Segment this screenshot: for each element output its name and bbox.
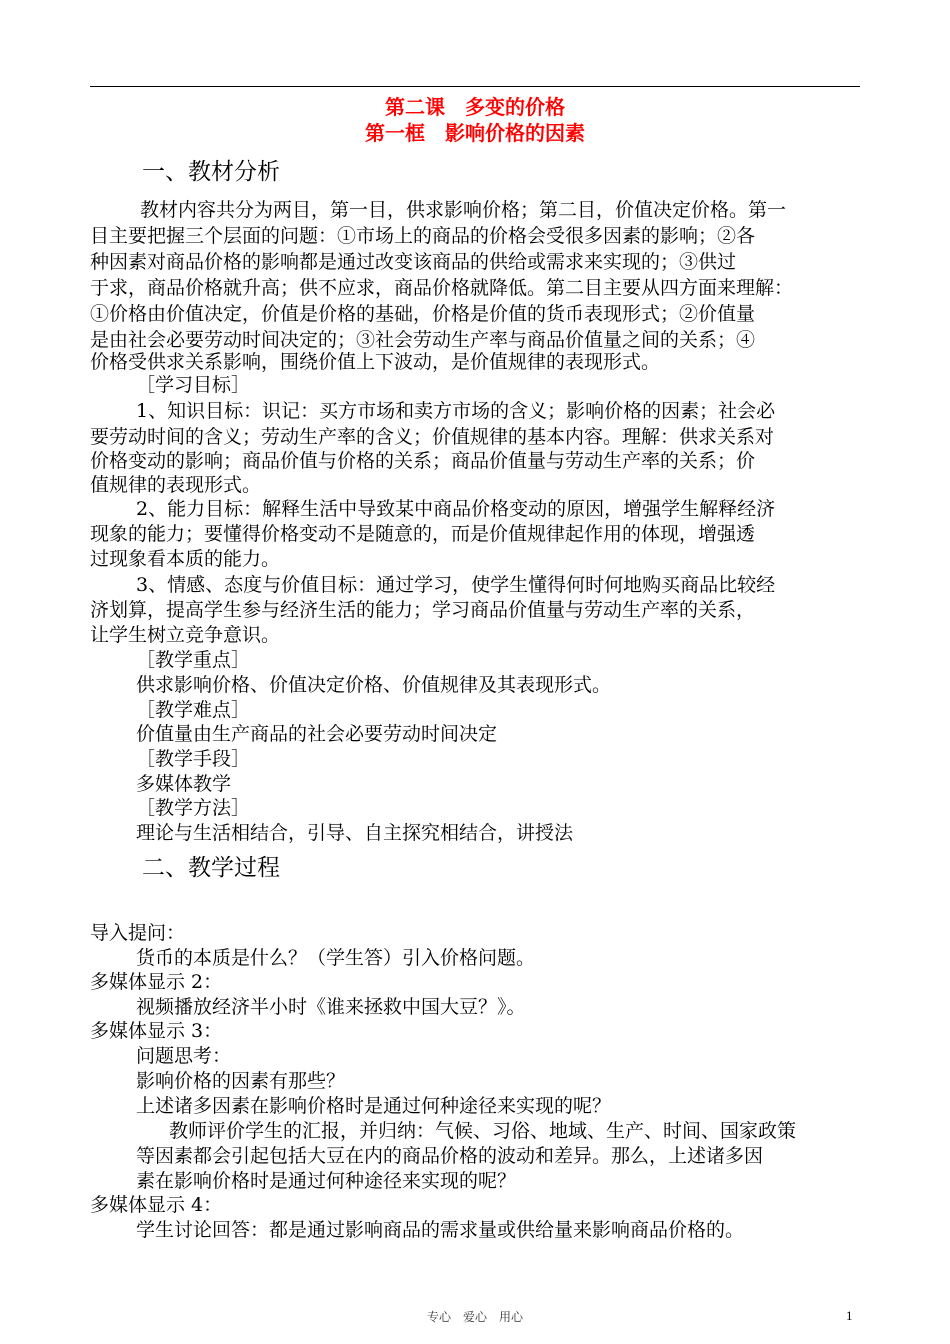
methods-label: ［教学方法］ [136,797,251,819]
heading-process: 二、教学过程 [142,855,280,881]
text-line: 是由社会必要劳动时间决定的；③社会劳动生产率与商品价值量之间的关系；④ [90,329,756,351]
text-line: 素在影响价格时是通过何种途径来实现的呢？ [136,1170,517,1192]
means-label: ［教学手段］ [136,748,251,770]
title-block [90,94,860,146]
text-line: 2、能力目标：解释生活中导致某中商品价格变动的原因，增强学生解释经济 [136,498,776,520]
text-line: 理论与生活相结合，引导、自主探究相结合，讲授法 [136,822,574,844]
text-line: 济划算，提高学生参与经济生活的能力；学习商品价值量与劳动生产率的关系， [90,599,756,621]
text-line: 种因素对商品价格的影响都是通过改变该商品的供给或需求来实现的；③供过 [90,251,737,273]
difficulties-label: ［教学难点］ [136,699,251,721]
text-line: 教师评价学生的汇报，并归纳：气候、习俗、地域、生产、时间、国家政策 [150,1120,797,1142]
text-line: 1、知识目标：识记：买方市场和卖方市场的含义；影响价格的因素；社会必 [136,400,776,422]
text-line: 要劳动时间的含义；劳动生产率的含义；价值规律的基本内容。理解：供求关系对 [90,426,775,448]
text-line: 多媒体教学 [136,773,232,795]
header-rule [90,86,860,87]
text-line: 价格受供求关系影响，围绕价值上下波动，是价值规律的表现形式。 [90,351,661,373]
text-line: 值规律的表现形式。 [90,474,262,496]
text-line: 价格变动的影响；商品价值与价格的关系；商品价值量与劳动生产率的关系；价 [90,450,756,472]
text-line: 问题思考： [136,1045,232,1067]
text-line: ①价格由价值决定，价值是价格的基础，价格是价值的货币表现形式；②价值量 [90,303,756,325]
text-line: 多媒体显示 4： [90,1194,223,1216]
study-goals-label: ［学习目标］ [136,374,251,396]
section-title: 第一框 影响价格的因素 [365,121,585,145]
page-number: 1 [846,1308,853,1323]
text-line: 供求影响价格、价值决定价格、价值规律及其表现形式。 [136,674,612,696]
text-line: 多媒体显示 3： [90,1020,223,1042]
text-line: 上述诸多因素在影响价格时是通过何种途径来实现的呢？ [136,1095,612,1117]
text-line: 多媒体显示 2： [90,971,223,993]
text-line: 让学生树立竞争意识。 [90,624,281,646]
footer-motto: 专心 爱心 用心 [426,1310,523,1324]
text-line: 于求，商品价格就升高；供不应求，商品价格就降低。第二目主要从四方面来理解： [90,277,794,299]
text-line: 等因素都会引起包括大豆在内的商品价格的波动和差异。那么，上述诸多因 [136,1145,764,1167]
lesson-title: 第二课 多变的价格 [385,95,565,119]
text-line: 影响价格的因素有那些？ [136,1070,346,1092]
text-line: 现象的能力；要懂得价格变动不是随意的，而是价值规律起作用的体现，增强透 [90,523,756,545]
text-line: 导入提问： [90,922,186,944]
text-line: 学生讨论回答：都是通过影响商品的需求量或供给量来影响商品价格的。 [136,1219,745,1241]
key-points-label: ［教学重点］ [136,649,251,671]
heading-analysis: 一、教材分析 [142,159,280,185]
text-line: 视频播放经济半小时《谁来拯救中国大豆？》。 [136,996,526,1018]
text-line: 货币的本质是什么？（学生答）引入价格问题。 [136,947,536,969]
text-line: 目主要把握三个层面的问题：①市场上的商品的价格会受很多因素的影响；②各 [90,225,756,247]
text-line: 教材内容共分为两目，第一目，供求影响价格；第二目，价值决定价格。第一 [140,199,787,221]
text-line: 3、情感、态度与价值目标：通过学习，使学生懂得何时何地购买商品比较经 [136,574,776,596]
text-line: 过现象看本质的能力。 [90,548,281,570]
text-line: 价值量由生产商品的社会必要劳动时间决定 [136,723,498,745]
